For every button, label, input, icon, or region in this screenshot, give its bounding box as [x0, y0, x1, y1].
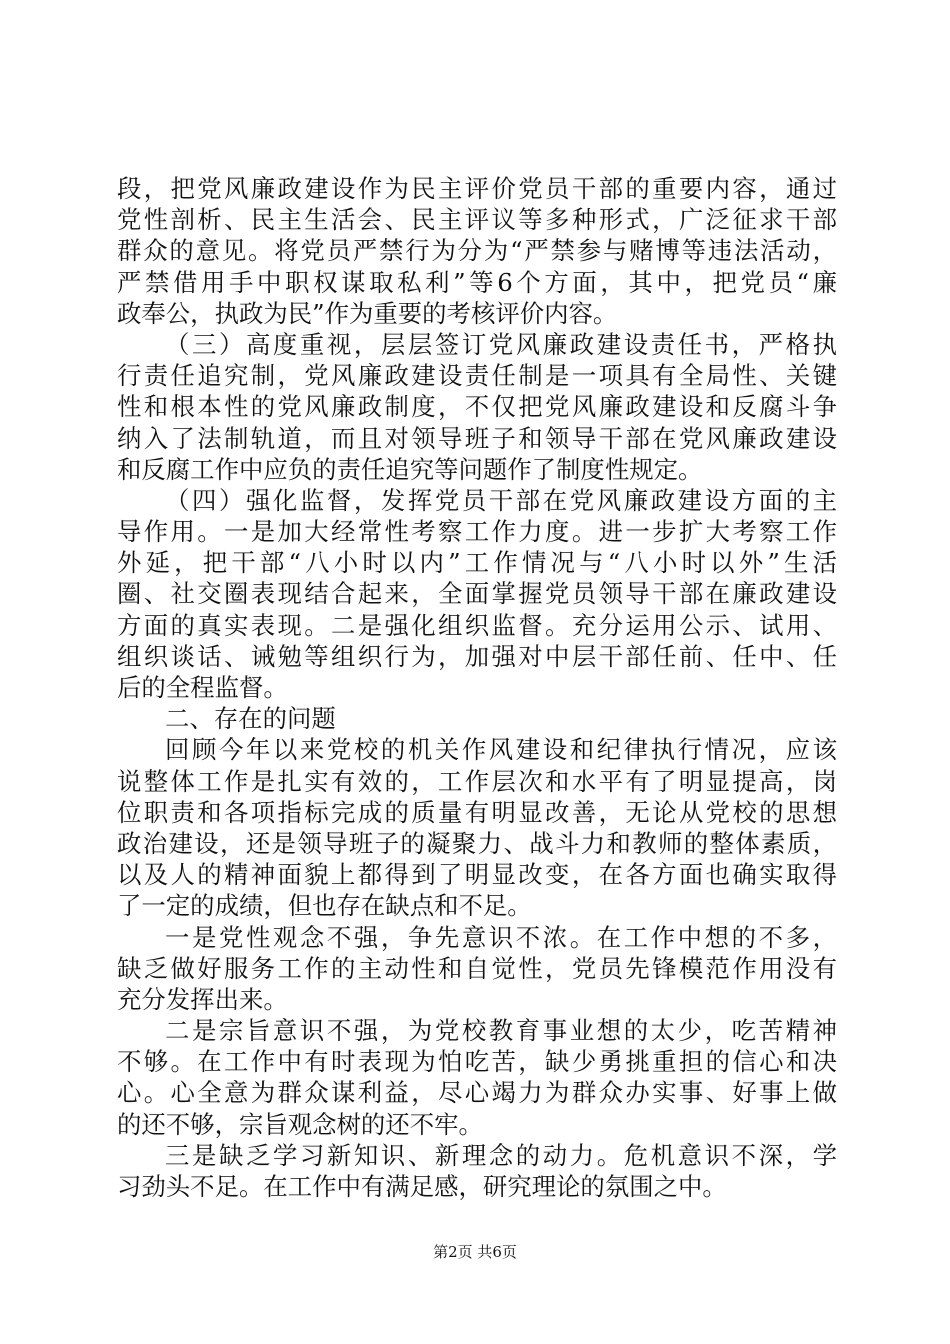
text-line: 段，把党风廉政建设作为民主评价党员干部的重要内容，通过: [117, 174, 837, 203]
text-line: 政奉公，执政为民”作为重要的考核评价内容。: [117, 298, 618, 328]
text-line: 的还不够，宗旨观念树的还不牢。: [117, 1109, 483, 1139]
text-line: 一是党性观念不强，争先意识不浓。在工作中想的不多，: [165, 922, 837, 952]
text-line: （三）高度重视，层层签订党风廉政建设责任书，严格执: [165, 329, 837, 359]
text-line: 后的全程监督。: [117, 673, 288, 702]
text-line: 方面的真实表现。二是强化组织监督。充分运用公示、试用、: [117, 610, 837, 640]
text-line: 充分发挥出来。: [117, 984, 288, 1014]
text-line: 政治建设，还是领导班子的凝聚力、战斗力和教师的整体素质，: [117, 828, 837, 858]
text-line: 纳入了法制轨道，而且对领导班子和领导干部在党风廉政建设: [117, 423, 837, 453]
text-line: 和反腐工作中应负的责任追究等问题作了制度性规定。: [117, 454, 703, 484]
text-line: 党性剖析、民主生活会、民主评议等多种形式，广泛征求干部: [117, 205, 837, 235]
text-line: 三是缺乏学习新知识、新理念的动力。危机意识不深，学: [165, 1140, 837, 1170]
text-line: 群众的意见。将党员严禁行为分为“严禁参与赌博等违法活动，: [117, 236, 837, 266]
text-line: 位职责和各项指标完成的质量有明显改善，无论从党校的思想: [117, 797, 837, 827]
page-footer: 第2页 共6页: [433, 1243, 517, 1261]
text-line: 组织谈话、诫勉等组织行为，加强对中层干部任前、任中、任: [117, 641, 837, 671]
text-line: 以及人的精神面貌上都得到了明显改变，在各方面也确实取得: [117, 860, 837, 890]
text-line: 严禁借用手中职权谋取私利”等6个方面，其中，把党员“廉: [117, 267, 837, 297]
text-line: 习劲头不足。在工作中有满足感，研究理论的氛围之中。: [117, 1172, 727, 1201]
document-body: [117, 173, 837, 1202]
text-line: 二、存在的问题: [165, 704, 336, 734]
text-line: 圈、社交圈表现结合起来，全面掌握党员领导干部在廉政建设: [117, 579, 837, 609]
text-line: 不够。在工作中有时表现为怕吃苦，缺少勇挑重担的信心和决: [117, 1047, 837, 1077]
text-line: 心。心全意为群众谋利益，尽心竭力为群众办实事、好事上做: [117, 1078, 837, 1108]
text-line: 外延，把干部“八小时以内”工作情况与“八小时以外”生活: [117, 548, 837, 578]
text-line: 说整体工作是扎实有效的，工作层次和水平有了明显提高，岗: [117, 766, 837, 796]
text-line: （四）强化监督，发挥党员干部在党风廉政建设方面的主: [165, 485, 837, 515]
text-line: 行责任追究制，党风廉政建设责任制是一项具有全局性、关键: [117, 361, 837, 391]
text-line: 导作用。一是加大经常性考察工作力度。进一步扩大考察工作: [117, 517, 837, 547]
text-line: 回顾今年以来党校的机关作风建设和纪律执行情况，应该: [165, 735, 837, 765]
text-line: 缺乏做好服务工作的主动性和自觉性，党员先锋模范作用没有: [117, 953, 837, 983]
text-line: 二是宗旨意识不强，为党校教育事业想的太少，吃苦精神: [165, 1016, 837, 1046]
text-line: 了一定的成绩，但也存在缺点和不足。: [117, 891, 532, 921]
text-line: 性和根本性的党风廉政制度，不仅把党风廉政建设和反腐斗争: [117, 392, 837, 422]
